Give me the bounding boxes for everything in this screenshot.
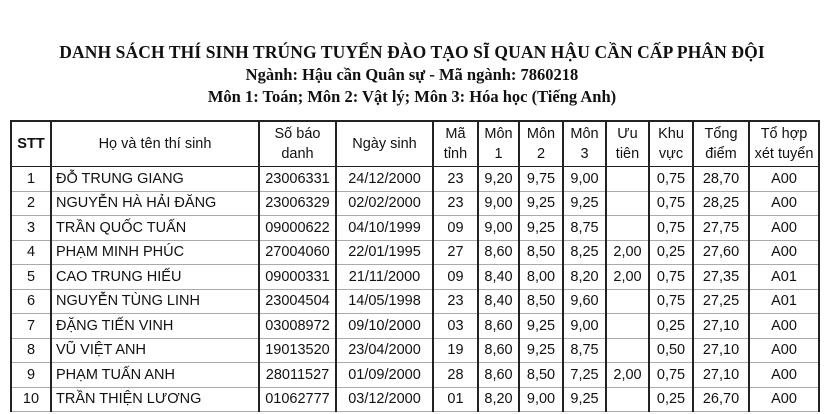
cell-full-name: PHẠM MINH PHÚC	[51, 240, 259, 265]
cell-total-score: 27,10	[693, 314, 749, 339]
cell-subject-combination: A00	[749, 363, 819, 388]
cell-subject-combination: A00	[749, 216, 819, 241]
header-label: Mã	[445, 126, 466, 142]
header-province-code	[433, 121, 478, 167]
cell-full-name: CAO TRUNG HIẾU	[51, 265, 259, 290]
cell-candidate-number: 28011527	[259, 363, 336, 388]
cell-subject-2: 8,50	[519, 363, 563, 388]
cell-region: 0,75	[649, 363, 693, 388]
cell-total-score: 27,10	[693, 338, 749, 363]
header-label: tiên	[615, 146, 640, 162]
cell-subject-2: 9,25	[519, 314, 563, 339]
cell-province-code: 01	[433, 387, 478, 412]
header-total-score	[693, 121, 749, 167]
header-subject-combination	[749, 121, 819, 167]
cell-birth-date: 22/01/1995	[336, 240, 433, 265]
cell-total-score: 26,70	[693, 387, 749, 412]
cell-priority	[606, 314, 649, 339]
header-label: xét tuyển	[754, 146, 814, 162]
header-region	[649, 121, 693, 167]
cell-full-name: TRẦN THIỆN LƯƠNG	[51, 387, 259, 412]
cell-subject-3: 9,25	[563, 191, 606, 216]
cell-subject-1: 8,60	[478, 363, 519, 388]
cell-subject-3: 9,25	[563, 387, 606, 412]
table-row	[11, 167, 819, 192]
cell-subject-3: 8,25	[563, 240, 606, 265]
cell-stt: 9	[11, 363, 51, 388]
cell-full-name: NGUYỄN HÀ HẢI ĐĂNG	[51, 191, 259, 216]
cell-total-score: 27,60	[693, 240, 749, 265]
cell-stt: 4	[11, 240, 51, 265]
cell-subject-2: 9,75	[519, 167, 563, 192]
cell-region: 0,25	[649, 240, 693, 265]
cell-priority: 2,00	[606, 363, 649, 388]
cell-candidate-number: 23006329	[259, 191, 336, 216]
cell-subject-1: 8,60	[478, 338, 519, 363]
cell-stt: 6	[11, 289, 51, 314]
header-label: Họ và tên thí sinh	[98, 136, 212, 152]
header-label: Môn	[570, 126, 599, 142]
cell-birth-date: 02/02/2000	[336, 191, 433, 216]
cell-full-name: ĐẶNG TIẾN VINH	[51, 314, 259, 339]
cell-province-code: 27	[433, 240, 478, 265]
header-label: Số báo	[274, 126, 321, 142]
cell-province-code: 09	[433, 216, 478, 241]
table-row	[11, 265, 819, 290]
document-title: DANH SÁCH THÍ SINH TRÚNG TUYỂN ĐÀO TẠO SĨ QUAN HẬU CẦN CẤP PHÂN ĐỘI	[59, 42, 765, 62]
cell-subject-1: 9,00	[478, 191, 519, 216]
cell-priority	[606, 167, 649, 192]
cell-subject-combination: A00	[749, 314, 819, 339]
cell-region: 0,25	[649, 314, 693, 339]
cell-total-score: 27,75	[693, 216, 749, 241]
cell-region: 0,25	[649, 387, 693, 412]
header-label: Môn	[526, 126, 556, 142]
cell-priority	[606, 387, 649, 412]
cell-subject-3: 9,00	[563, 167, 606, 192]
document-header	[0, 40, 824, 108]
header-label: danh	[281, 146, 314, 162]
cell-subject-1: 9,20	[478, 167, 519, 192]
cell-region: 0,75	[649, 167, 693, 192]
cell-stt: 5	[11, 265, 51, 290]
cell-subject-2: 8,00	[519, 265, 563, 290]
header-candidate-number	[259, 121, 336, 167]
cell-total-score: 28,25	[693, 191, 749, 216]
cell-birth-date: 04/10/1999	[336, 216, 433, 241]
header-full-name	[51, 121, 259, 167]
cell-birth-date: 14/05/1998	[336, 289, 433, 314]
header-label: Môn	[484, 126, 513, 142]
cell-province-code: 23	[433, 167, 478, 192]
cell-subject-combination: A00	[749, 240, 819, 265]
cell-total-score: 27,25	[693, 289, 749, 314]
table-row	[11, 338, 819, 363]
cell-subject-1: 8,40	[478, 289, 519, 314]
cell-subject-combination: A00	[749, 387, 819, 412]
cell-candidate-number: 23006331	[259, 167, 336, 192]
cell-subject-2: 9,00	[519, 387, 563, 412]
cell-subject-3: 7,25	[563, 363, 606, 388]
cell-priority	[606, 216, 649, 241]
cell-subject-3: 9,00	[563, 314, 606, 339]
cell-stt: 7	[11, 314, 51, 339]
header-label: Ưu	[617, 126, 638, 142]
cell-full-name: NGUYỄN TÙNG LINH	[51, 289, 259, 314]
cell-subject-combination: A00	[749, 167, 819, 192]
cell-region: 0,75	[649, 216, 693, 241]
cell-candidate-number: 27004060	[259, 240, 336, 265]
cell-candidate-number: 09000331	[259, 265, 336, 290]
cell-province-code: 03	[433, 314, 478, 339]
cell-candidate-number: 19013520	[259, 338, 336, 363]
cell-region: 0,75	[649, 289, 693, 314]
header-subject-2	[519, 121, 563, 167]
cell-birth-date: 23/04/2000	[336, 338, 433, 363]
cell-stt: 3	[11, 216, 51, 241]
cell-subject-2: 8,50	[519, 289, 563, 314]
cell-province-code: 23	[433, 289, 478, 314]
cell-province-code: 28	[433, 363, 478, 388]
cell-candidate-number: 03008972	[259, 314, 336, 339]
table-row	[11, 191, 819, 216]
cell-total-score: 27,10	[693, 363, 749, 388]
cell-subject-3: 8,75	[563, 338, 606, 363]
cell-priority: 2,00	[606, 265, 649, 290]
cell-stt: 8	[11, 338, 51, 363]
header-label: Ngày sinh	[352, 136, 417, 152]
table-row	[11, 240, 819, 265]
cell-subject-1: 9,00	[478, 216, 519, 241]
cell-birth-date: 01/09/2000	[336, 363, 433, 388]
header-label: vực	[658, 146, 684, 162]
cell-priority	[606, 191, 649, 216]
table-row	[11, 314, 819, 339]
cell-subject-1: 8,20	[478, 387, 519, 412]
cell-province-code: 09	[433, 265, 478, 290]
cell-subject-3: 8,20	[563, 265, 606, 290]
cell-subject-combination: A01	[749, 265, 819, 290]
cell-subject-1: 8,40	[478, 265, 519, 290]
cell-birth-date: 24/12/2000	[336, 167, 433, 192]
cell-subject-combination: A01	[749, 289, 819, 314]
cell-candidate-number: 01062777	[259, 387, 336, 412]
cell-subject-3: 8,75	[563, 216, 606, 241]
cell-subject-2: 9,25	[519, 216, 563, 241]
table-header-row	[11, 121, 819, 167]
cell-stt: 10	[11, 387, 51, 412]
cell-subject-2: 9,25	[519, 191, 563, 216]
cell-stt: 2	[11, 191, 51, 216]
header-birth-date	[336, 121, 433, 167]
cell-subject-combination: A00	[749, 338, 819, 363]
cell-region: 0,75	[649, 191, 693, 216]
header-label: 3	[580, 146, 589, 162]
cell-priority	[606, 338, 649, 363]
header-priority	[606, 121, 649, 167]
header-label: tỉnh	[443, 146, 468, 162]
cell-province-code: 19	[433, 338, 478, 363]
cell-birth-date: 21/11/2000	[336, 265, 433, 290]
header-label: Tổ hợp	[760, 126, 808, 142]
cell-subject-2: 8,50	[519, 240, 563, 265]
cell-region: 0,50	[649, 338, 693, 363]
cell-province-code: 23	[433, 191, 478, 216]
cell-full-name: TRẦN QUỐC TUẤN	[51, 216, 259, 241]
cell-priority	[606, 289, 649, 314]
cell-region: 0,75	[649, 265, 693, 290]
cell-candidate-number: 09000622	[259, 216, 336, 241]
cell-subject-2: 9,25	[519, 338, 563, 363]
cell-candidate-number: 23004504	[259, 289, 336, 314]
cell-subject-1: 8,60	[478, 240, 519, 265]
header-label: STT	[17, 136, 45, 152]
cell-subject-3: 9,60	[563, 289, 606, 314]
table-row	[11, 289, 819, 314]
cell-subject-1: 8,60	[478, 314, 519, 339]
cell-birth-date: 09/10/2000	[336, 314, 433, 339]
subjects-subtitle: Môn 1: Toán; Môn 2: Vật lý; Môn 3: Hóa học (Tiếng Anh)	[207, 87, 617, 106]
cell-total-score: 28,70	[693, 167, 749, 192]
cell-total-score: 27,35	[693, 265, 749, 290]
major-subtitle: Ngành: Hậu cần Quân sự - Mã ngành: 7860218	[245, 65, 579, 84]
table-row	[11, 363, 819, 388]
header-subject-1	[478, 121, 519, 167]
cell-stt: 1	[11, 167, 51, 192]
header-label: Tổng	[704, 126, 738, 142]
cell-birth-date: 03/12/2000	[336, 387, 433, 412]
admission-table	[10, 120, 820, 412]
header-label: điểm	[705, 146, 737, 162]
cell-priority: 2,00	[606, 240, 649, 265]
header-label: Khu	[658, 126, 684, 142]
cell-full-name: VŨ VIỆT ANH	[51, 338, 259, 363]
header-label: 2	[536, 146, 546, 162]
header-subject-3	[563, 121, 606, 167]
table-row	[11, 387, 819, 412]
cell-subject-combination: A00	[749, 191, 819, 216]
table-row	[11, 216, 819, 241]
cell-full-name: PHẠM TUẤN ANH	[51, 363, 259, 388]
header-label: 1	[494, 146, 503, 162]
header-stt	[11, 121, 51, 167]
cell-full-name: ĐỖ TRUNG GIANG	[51, 167, 259, 192]
